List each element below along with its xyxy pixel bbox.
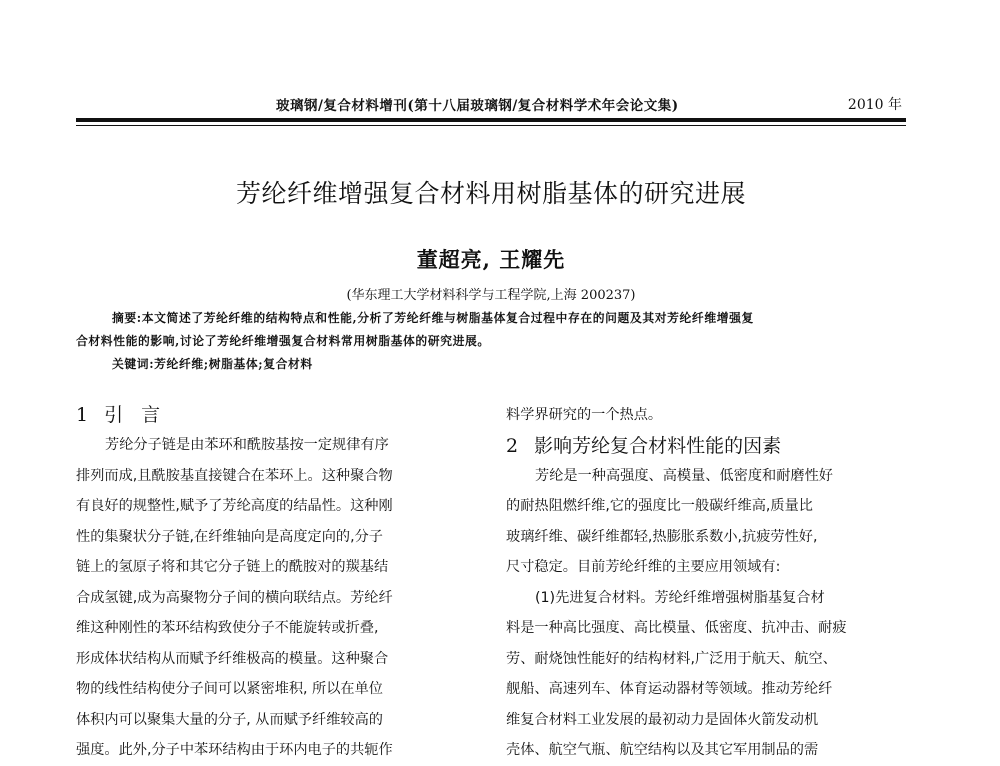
keywords-label: 关键词: — [112, 357, 155, 371]
journal-name: 玻璃钢/复合材料增刊(第十八届玻璃钢/复合材料学术年会论文集) — [276, 98, 679, 114]
publication-year: 2010 年 — [847, 97, 902, 113]
s2-p1-line-2: 的耐热阻燃纤维,它的强度比一般碳纤维高,质量比 — [506, 498, 813, 514]
header-rule-thick — [76, 118, 906, 122]
s2-p1-line-3: 玻璃纤维、碳纤维都轻,热膨胀系数小,抗疲劳性好, — [506, 528, 818, 545]
section-1-title-b: 言 — [141, 404, 161, 426]
keywords-line — [76, 353, 906, 376]
keywords-text: 芳纶纤维;树脂基体;复合材料 — [154, 357, 313, 371]
section-1-heading — [76, 400, 482, 430]
section-2-number: 2 — [506, 434, 519, 457]
s2-p1-line-4: 尺寸稳定。目前芳纶纤维的主要应用领域有: — [506, 559, 781, 575]
paper-title: 芳纶纤维增强复合材料用树脂基体的研究进展 — [235, 179, 746, 208]
abstract-text-1: 本文简述了芳纶纤维的结构特点和性能,分析了芳纶纤维与树脂基体复合过程中存在的问题及其对芳纶纤维增强复 — [141, 311, 754, 325]
s1-line-4: 性的集聚状分子链,在纤维轴向是高度定向的,分子 — [76, 528, 383, 545]
abstract-line-1 — [76, 307, 906, 330]
s1-line-11: 强度。此外,分子中苯环结构由于环内电子的共轭作 — [76, 742, 393, 758]
paper-authors: 董超亮, 王耀先 — [416, 247, 566, 272]
s2-p2-line-2: 料是一种高比强度、高比模量、低密度、抗冲击、耐疲 — [506, 620, 847, 636]
s1-line-5: 链上的氢原子将和其它分子链上的酰胺对的羰基结 — [76, 559, 389, 575]
s1-line-7: 维这种刚性的苯环结构致使分子不能旋转或折叠, — [76, 620, 379, 636]
s1-line-10: 体积内可以聚集大量的分子, 从而赋予纤维较高的 — [76, 711, 383, 728]
section-2-title: 影响芳纶复合材料性能的因素 — [534, 434, 782, 457]
s1-line-2: 排列而成,且酰胺基直接键合在苯环上。这种聚合物 — [76, 467, 393, 484]
s2-p2-line-4: 舰船、高速列车、体育运动器材等领域。推动芳纶纤 — [506, 681, 833, 697]
s1-line-1: 芳纶分子链是由苯环和酰胺基按一定规律有序 — [105, 437, 389, 453]
s1-line-6: 合成氢键,成为高聚物分子间的横向联结点。芳纶纤 — [76, 589, 393, 606]
s2-p2-line-3: 劳、耐烧蚀性能好的结构材料,广泛用于航天、航空、 — [506, 650, 837, 667]
header-rule-thin — [76, 125, 906, 126]
section-2-heading — [506, 431, 912, 461]
section-1-title-a: 引 — [104, 404, 124, 426]
s2-p2-line-5: 维复合材料工业发展的最初动力是固体火箭发动机 — [506, 711, 819, 728]
abstract-label: 摘要: — [112, 311, 142, 325]
s1-line-9: 物的线性结构使分子间可以紧密堆积, 所以在单位 — [76, 681, 383, 697]
s1-line-3: 有良好的规整性,赋予了芳纶高度的结晶性。这种刚 — [76, 498, 393, 514]
abstract-block — [76, 307, 906, 376]
carry-over-line: 料学界研究的一个热点。 — [506, 407, 663, 423]
s2-p2-line-6: 壳体、航空气瓶、航空结构以及其它军用制品的需 — [506, 742, 819, 758]
s2-p1-line-1: 芳纶是一种高强度、高模量、低密度和耐磨性好 — [535, 467, 833, 484]
s1-line-8: 形成体状结构从而赋予纤维极高的模量。这种聚合 — [76, 650, 389, 667]
abstract-line-2: 合材料性能的影响,讨论了芳纶纤维增强复合材料常用树脂基体的研究进展。 — [76, 334, 490, 348]
running-header — [76, 94, 906, 116]
section-1-number: 1 — [76, 404, 89, 426]
author-affiliation: (华东理工大学材料科学与工程学院,上海 200237) — [346, 288, 636, 303]
s2-p2-line-1: (1)先进复合材料。芳纶纤维增强树脂基复合材 — [535, 589, 825, 606]
right-column — [506, 400, 912, 766]
left-column — [76, 400, 482, 766]
